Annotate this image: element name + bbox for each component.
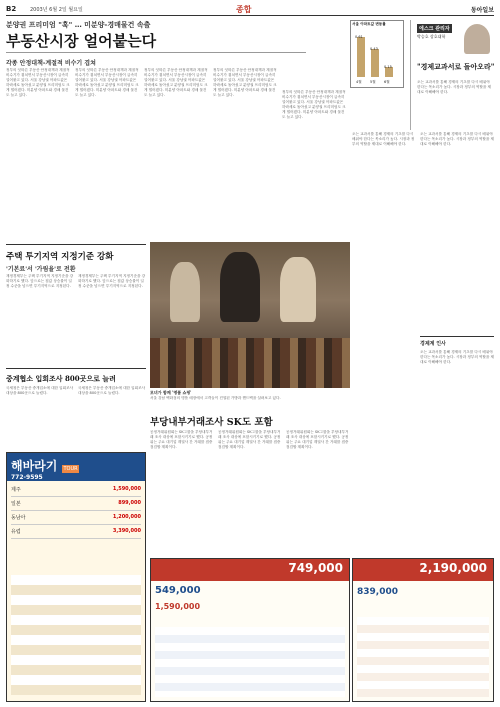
sk-story-headline: 부당내부거래조사 SK도 포함 [150,417,273,428]
top-story-body-col1: 정부의 잇따른 부동산 안정대책과 계절적 비수기가 겹치면서 부동산시장이 급속히 얼어붙고 있다. 서울 강남권 아파트값은 하락세로 돌아섰고 분양권 프리미엄도 크게 떨어졌다. 미분양 아파트와 경매 물건도 늘고 있다. [6,68,70,97]
chart-bar-2 [371,49,379,77]
top-story-body-col3: 정부의 잇따른 부동산 안정대책과 계절적 비수기가 겹치면서 부동산시장이 급속히 얼어붙고 있다. 서울 강남권 아파트값은 하락세로 돌아섰고 분양권 프리미엄도 크게 떨어졌다. 미분양 아파트와 경매 물건도 늘고 있다. [144,68,208,97]
chart-value-2: 0.43 [370,47,378,51]
store-photo [150,242,350,388]
tax-story-subhead: '기본료'서 '가림율'로 전환 [6,266,76,273]
column-headline: "경제교과서로 돌아오라" [417,62,495,71]
ad-right-price2: 839,000 [357,587,398,597]
small-story-body-col2: 국세청은 부동산 중개업소에 대한 입회조사 대상을 800곳으로 늘렸다. [78,386,146,395]
ad-left-brand: 해바라기 [11,459,58,473]
column-body-col2: 오는 교과서를 통해 경제의 기초를 다시 배워야 한다는 목소리가 높다. 시장과 정부의 역할을 제대로 이해해야 한다. [420,132,494,146]
chart-label-3: 6월 [384,80,390,84]
photo-caption: 모녀가 함께 '명품 쇼핑' [150,390,192,395]
ad-right [352,558,494,702]
photo-detail: 서울 강남 백화점의 명품 매장에서 고객들이 진열된 가방과 핸드백을 살펴보고 있다. [150,396,281,400]
column-body-col1: 오는 교과서를 통해 경제의 기초를 다시 배워야 한다는 목소리가 높다. 시장과 정부의 역할을 제대로 이해해야 한다. [352,132,415,146]
ad-row: 일본 899,000 [11,497,141,511]
column-body: 오는 교과서를 통해 경제의 기초를 다시 배워야 한다는 목소리가 높다. 시장과 정부의 역할을 제대로 이해해야 한다. [417,80,491,94]
sidebar-body: 오는 교과서를 통해 경제의 기초를 다시 배워야 한다는 목소리가 높다. 시장과 정부의 역할을 제대로 이해해야 한다. [420,350,494,364]
ad-left-phone: 772-9595 [11,474,43,481]
small-story-headline: 중계협소 입회조사 800곳으로 늘려 [6,374,116,383]
tax-story-body-col1: 재정경제부는 주택 투기지역 지정기준을 강화하기로 했다. 앞으로는 집값 상승률이 일정 수준을 넘으면 투기지역으로 지정된다. [6,274,74,288]
page-header [6,4,494,16]
top-story-body-col5: 정부의 잇따른 부동산 안정대책과 계절적 비수기가 겹치면서 부동산시장이 급속히 얼어붙고 있다. 서울 강남권 아파트값은 하락세로 돌아섰고 분양권 프리미엄도 크게 떨어졌다. 미분양 아파트와 경매 물건도 늘고 있다. [282,90,346,119]
ad-left-tag: TOUR [63,466,78,472]
top-story-headline: 부동산시장 얼어붙는다 [6,32,157,50]
top-story-body-col2: 정부의 잇따른 부동산 안정대책과 계절적 비수기가 겹치면서 부동산시장이 급속히 얼어붙고 있다. 서울 강남권 아파트값은 하락세로 돌아섰고 분양권 프리미엄도 크게 떨어졌다. 미분양 아파트와 경매 물건도 늘고 있다. [75,68,139,97]
price-chart [350,20,404,88]
column-author: 박승호 상호대학 [417,34,446,39]
paper-name: 동아일보 [470,7,494,14]
section-name: 종합 [236,5,252,14]
top-story-body-col4: 정부의 잇따른 부동산 안정대책과 계절적 비수기가 겹치면서 부동산시장이 급속히 얼어붙고 있다. 서울 강남권 아파트값은 하락세로 돌아섰고 분양권 프리미엄도 크게 떨어졌다. 미분양 아파트와 경매 물건도 늘고 있다. [213,68,277,97]
sk-story-body-col3: 공정거래위원회는 SK그룹을 부당내부거래 조사 대상에 포함시키기로 했다. 공정위는 주요 대기업 계열사 간 거래를 집중 점검할 계획이다. [286,430,349,449]
author-photo [464,24,490,54]
tax-story-headline: 주택 투기지역 지정기준 강화 [6,252,114,262]
ad-row: 동남아 1,200,000 [11,511,141,525]
column-series: 에스크 관리자 [419,26,450,32]
tax-story-body-col2: 재정경제부는 주택 투기지역 지정기준을 강화하기로 했다. 앞으로는 집값 상승률이 일정 수준을 넘으면 투기지역으로 지정된다. [78,274,146,288]
chart-label-1: 4월 [356,80,362,84]
chart-label-2: 5월 [370,80,376,84]
column-box [410,20,494,130]
sk-story-body-col1: 공정거래위원회는 SK그룹을 부당내부거래 조사 대상에 포함시키기로 했다. 공정위는 주요 대기업 계열사 간 거래를 집중 점검할 계획이다. [150,430,213,449]
ad-center-price2: 549,000 [155,585,201,596]
sk-story-body-col2: 공정거래위원회는 SK그룹을 부당내부거래 조사 대상에 포함시키기로 했다. 공정위는 주요 대기업 계열사 간 거래를 집중 점검할 계획이다. [218,430,281,449]
issue-date: 2003년 6월 2일 월요일 [30,7,83,13]
ad-center [150,558,350,702]
chart-bar-1 [357,37,365,77]
small-story-body-col1: 국세청은 부동산 중개업소에 대한 입회조사 대상을 800곳으로 늘렸다. [6,386,74,395]
chart-value-3: 0.15 [384,65,392,69]
sidebar-label: 경제계 인사 [420,341,446,347]
top-story-subhead: 각종 안정대책-계절적 비수기 겹쳐 [6,60,96,67]
ad-center-price3: 1,590,000 [155,602,201,611]
top-story-kicker: 분양권 프리미엄 "훅" … 미분양-경매물건 속출 [6,21,151,29]
page-number: B2 [6,5,17,13]
ad-left [6,452,146,702]
ad-right-price: 2,190,000 [353,559,493,581]
ad-row: 유럽 3,390,000 [11,525,141,539]
chart-value-1: 0.61 [355,35,363,39]
chart-title: 서울 아파트값 변동률 [352,22,386,26]
ad-row: 제주 1,590,000 [11,483,141,497]
ad-center-price: 749,000 [151,559,349,581]
